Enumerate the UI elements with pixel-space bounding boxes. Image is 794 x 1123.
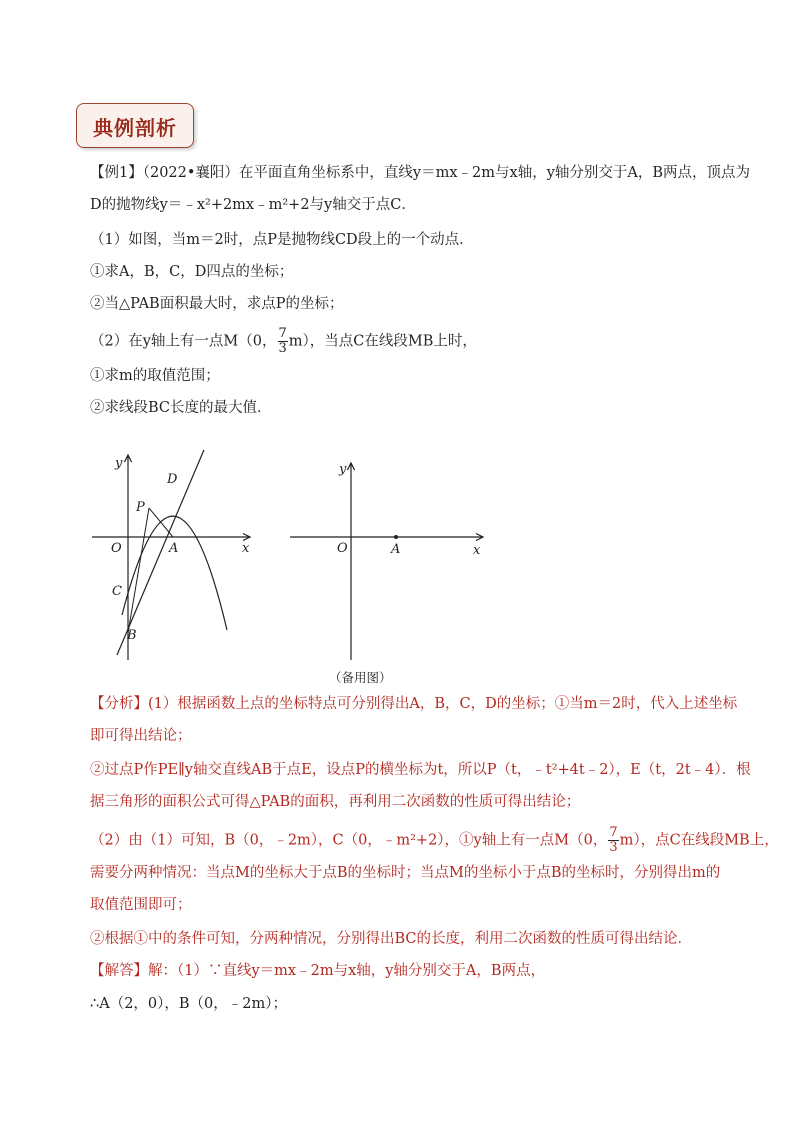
analysis-line-4: 据三角形的面积公式可得△PAB的面积，再利用二次函数的性质可得出结论； [90,794,581,810]
label-o-backup: O [337,541,348,556]
problem-line-5: ②当△PAB面积最大时，求点P的坐标； [90,296,344,312]
fraction-denominator-analysis: 3 [609,840,618,855]
label-y-backup: y [339,462,347,477]
problem-line-7: ①求m的取值范围； [90,368,220,384]
problem-line-2: D的抛物线y＝﹣x²+2mx﹣m²+2与y轴交于点C． [90,197,416,213]
problem-line-6 [90,327,477,356]
label-o: O [111,541,122,556]
figure-backup [285,455,490,665]
label-b: B [127,628,137,643]
analysis-line-5 [90,826,779,855]
analysis-line-1: 【分析】(1）根据函数上点的坐标特点可分别得出A，B，C，D的坐标；①当m＝2时，代入上述坐标 [90,696,738,712]
label-x: x [242,541,250,556]
label-a: A [169,541,179,556]
label-x-backup: x [473,543,481,558]
fraction-numerator-analysis: 7 [609,825,618,840]
section-title: 典例剖析 [93,116,177,140]
analysis-line-5-a: （2）由（1）可知，B（0，﹣2m），C（0，﹣m²+2），①y轴上有一点M（0， [90,832,608,849]
solution-line-2: ∴A（2，0），B（0，﹣2m）； [90,996,288,1012]
fraction-7-3-analysis [608,826,618,855]
analysis-line-8: ②根据①中的条件可知，分两种情况，分别得出BC的长度，利用二次函数的性质可得出结论． [90,931,693,947]
label-d: D [167,472,178,487]
fraction-denominator: 3 [278,341,287,356]
section-title-box [76,103,194,148]
problem-line-8: ②求线段BC长度的最大值． [90,400,272,416]
analysis-line-3: ②过点P作PE∥y轴交直线AB于点E，设点P的横坐标为t，所以P（t，﹣t²+4t﹣2），E（t，2t﹣4）．根 [90,762,751,778]
label-y: y [115,456,123,471]
problem-line-6-a: （2）在y轴上有一点M（0， [90,333,277,350]
problem-line-3: （1）如图，当m＝2时，点P是抛物线CD段上的一个动点． [90,232,474,248]
analysis-line-5-b: m），点C在线段MB上， [619,832,779,849]
problem-line-6-b: m），当点C在线段MB上时， [288,333,477,350]
analysis-line-7: 取值范围即可； [90,897,192,913]
problem-line-4: ①求A，B，C，D四点的坐标； [90,264,294,280]
analysis-line-2: 即可得出结论； [90,728,192,744]
label-p: P [136,500,145,515]
fraction-numerator: 7 [278,326,287,341]
point-a [394,535,398,539]
label-a-backup: A [391,542,401,557]
figure-main [85,450,260,665]
analysis-line-6: 需要分两种情况：当点M的坐标大于点B的坐标时；当点M的坐标小于点B的坐标时，分别得出m的 [90,865,721,881]
solution-line-1: 【解答】解：（1）∵直线y＝mx﹣2m与x轴，y轴分别交于A，B两点， [90,963,546,979]
label-c: C [112,584,122,599]
segment-pb [128,508,149,633]
problem-line-1: 【例1】（2022•襄阳）在平面直角坐标系中，直线y＝mx﹣2m与x轴，y轴分别交于A，B两点，顶点为 [90,165,751,181]
line-ab [117,450,209,655]
figure-caption: （备用图） [329,670,392,685]
fraction-7-3 [278,327,288,356]
